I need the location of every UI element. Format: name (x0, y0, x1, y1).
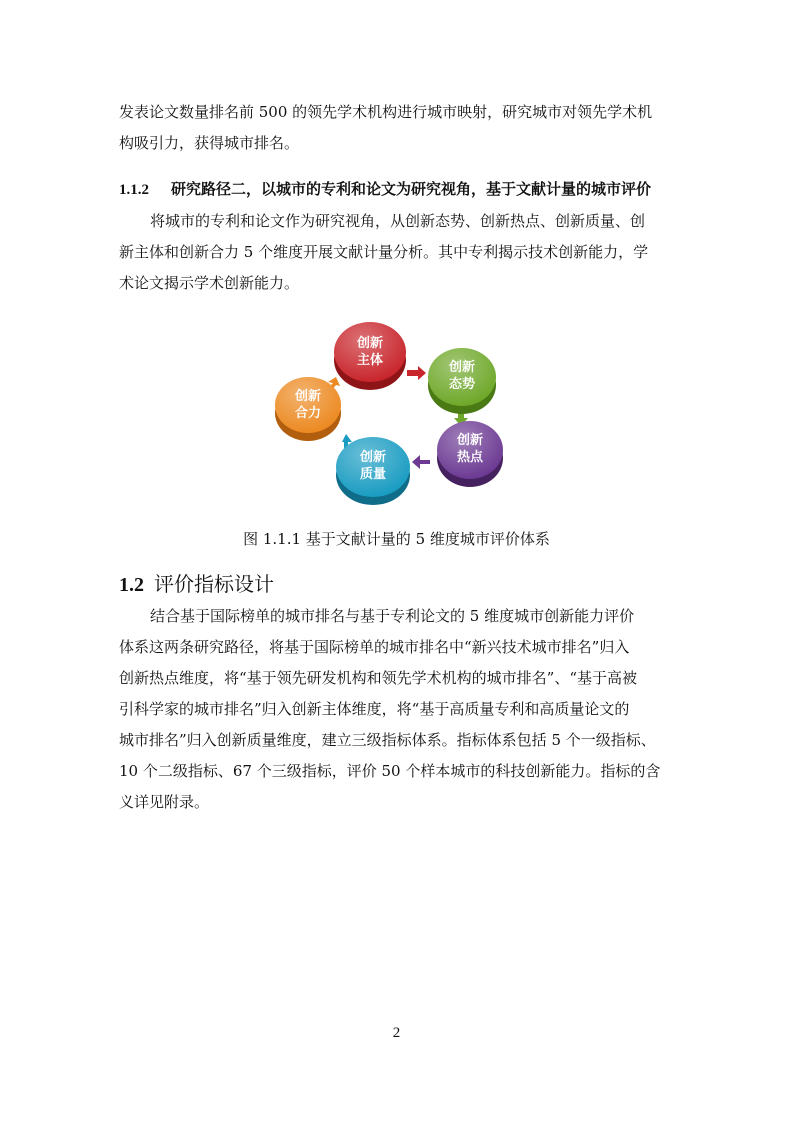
disc-label-top: 创新 (448, 360, 476, 375)
disc-label-top: 创新 (456, 433, 484, 448)
disc-innovation-quality (336, 437, 410, 505)
section-number: 1.2 (119, 574, 144, 596)
disc-label-bottom: 态势 (448, 377, 476, 392)
section-1-1-2-paragraph (119, 206, 675, 299)
section-number: 1.1.2 (119, 182, 149, 198)
text-line: 构吸引力，获得城市排名。 (119, 134, 300, 152)
text-line: 10 个二级指标、67 个三级指标，评价 50 个样本城市的科技创新能力。指标的含 (119, 762, 661, 780)
disc-label-bottom: 质量 (359, 467, 387, 482)
section-heading-1-2 (119, 568, 274, 597)
figure-caption: 图 1.1.1 基于文献计量的 5 维度城市评价体系 (243, 530, 550, 548)
section-title: 研究路径二，以城市的专利和论文为研究视角，基于文献计量的城市评价 (171, 180, 652, 198)
text-line: 体系这两条研究路径，将基于国际榜单的城市排名中“新兴技术城市排名”归入 (119, 638, 630, 656)
disc-label-top: 创新 (359, 450, 387, 465)
text-line: 结合基于国际榜单的城市排名与基于专利论文的 5 维度城市创新能力评价 (150, 607, 635, 625)
disc-innovation-subject (334, 322, 406, 390)
intro-paragraph (119, 97, 675, 159)
disc-innovation-synergy (275, 377, 341, 441)
section-1-2-paragraph (119, 601, 675, 818)
text-line: 术论文揭示学术创新能力。 (119, 274, 300, 292)
section-heading-1-1-2 (119, 178, 651, 199)
text-line: 发表论文数量排名前 500 的领先学术机构进行城市映射，研究城市对领先学术机 (119, 103, 653, 121)
section-title: 评价指标设计 (154, 572, 274, 596)
disc-label-bottom: 热点 (456, 450, 484, 465)
arrow-right-icon (407, 366, 426, 380)
disc-label-top: 创新 (356, 336, 384, 351)
arrow-left-icon (412, 455, 430, 469)
text-line: 义详见附录。 (119, 793, 210, 811)
text-line: 新主体和创新合力 5 个维度开展文献计量分析。其中专利揭示技术创新能力，学 (119, 243, 649, 261)
disc-label-bottom: 主体 (356, 353, 384, 368)
text-line: 创新热点维度，将“基于领先研发机构和领先学术机构的城市排名”、“基于高被 (119, 669, 638, 687)
disc-innovation-trend (428, 348, 496, 414)
text-line: 将城市的专利和论文作为研究视角，从创新态势、创新热点、创新质量、创 (150, 212, 646, 230)
page-number: 2 (392, 1025, 401, 1041)
disc-innovation-hotspot (437, 421, 503, 487)
five-dimension-diagram (270, 320, 515, 510)
disc-label-bottom: 合力 (294, 406, 322, 421)
text-line: 引科学家的城市排名”归入创新主体维度，将“基于高质量专利和高质量论文的 (119, 700, 630, 718)
disc-label-top: 创新 (294, 389, 322, 404)
text-line: 城市排名”归入创新质量维度，建立三级指标体系。指标体系包括 5 个一级指标、 (119, 731, 656, 749)
